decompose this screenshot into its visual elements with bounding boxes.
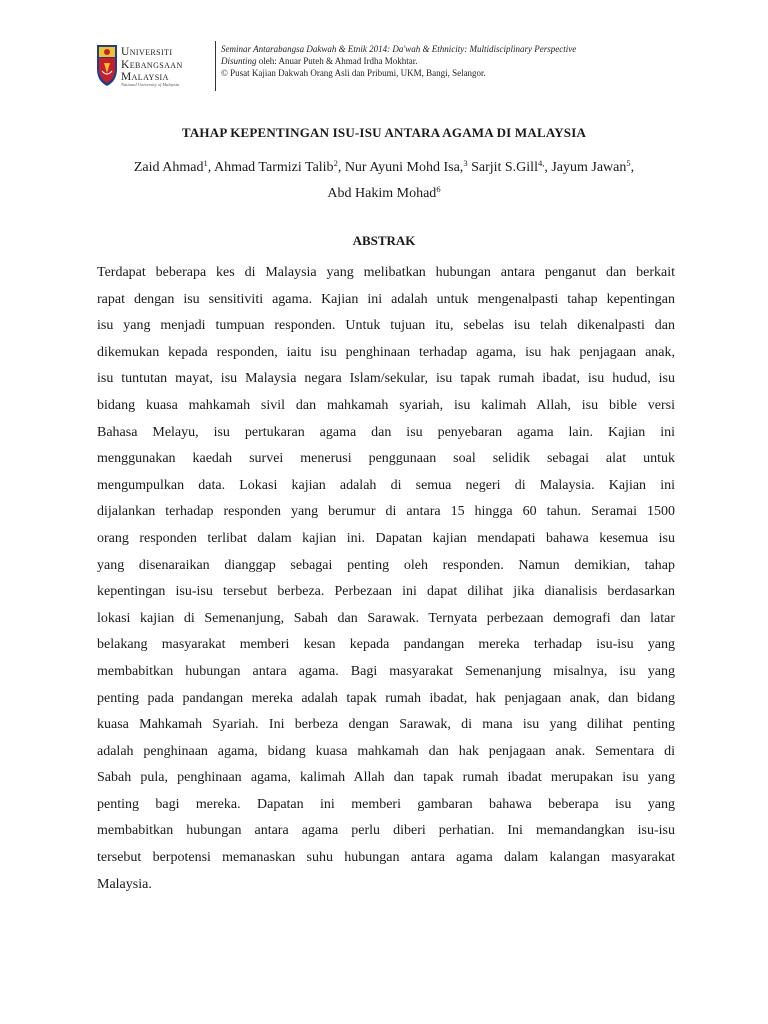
author-list	[80, 155, 688, 207]
author-affiliation: 3	[463, 158, 468, 168]
abstract-heading: ABSTRAK	[352, 233, 416, 248]
copyright-line: © Pusat Kajian Dakwah Orang Asli dan Pribumi, UKM, Bangi, Selangor.	[221, 68, 486, 78]
abstract-line: penting pada pandangan mereka adalah tapak rumah ibadat, hak penjagaan anak, dan bidang	[97, 690, 675, 706]
logo-tagline: National University of Malaysia	[121, 82, 180, 87]
abstract-line: Terdapat beberapa kes di Malaysia yang melibatkan hubungan antara penganut dan berkait	[97, 265, 675, 280]
author-name: Sarjit S.Gill	[471, 160, 538, 175]
abstract-line: membabitkan hubungan antara agama. Bagi masyarakat Semenanjung misalnya, isu yang	[97, 663, 675, 679]
abstract-line: Sabah pula, penghinaan agama, kalimah Allah dan tapak rumah ibadat merupakan isu yang	[97, 770, 675, 786]
logo-line-1: Universiti	[121, 46, 173, 58]
author-separator: ,	[630, 160, 635, 175]
author-name: Jayum Jawan	[551, 160, 627, 175]
author-affiliation: 6	[436, 184, 441, 194]
author-name: Zaid Ahmad	[133, 160, 204, 175]
author	[345, 160, 471, 175]
abstract-body	[97, 260, 675, 898]
abstract-line: isu yang menjadi tumpuan responden. Untuk tujuan itu, sebelas isu telah dikenalpasti dan	[97, 318, 675, 334]
abstract-line: menggunakan kaedah survei menerusi penggunaan soal selidik sebagai alat untuk	[97, 451, 675, 467]
abstract-line: Malaysia.	[97, 876, 152, 892]
abstract-line: kuasa Mahkamah Syariah. Ini berbeza dengan Sarawak, di mana isu yang dilihat penting	[97, 717, 675, 733]
abstract-line: Bahasa Melayu, isu pertukaran agama dan isu penyebaran agama lain. Kajian ini	[97, 424, 675, 440]
author	[327, 186, 440, 201]
abstract-line: orang responden terlibat dalam kajian ini. Dapatan kajian mendapati bahawa kesemua isu	[97, 530, 675, 546]
author	[551, 160, 634, 175]
author-affiliation: 2	[333, 158, 338, 168]
abstract-line: belakang masyarakat memberi kesan kepada pandangan mereka terhadap isu-isu yang	[97, 637, 675, 653]
editors-text: oleh: Anuar Puteh & Ahmad Irdha Mokhtar.	[256, 56, 418, 66]
logo-wordmark	[121, 46, 183, 84]
editors-line	[221, 55, 681, 67]
author-separator: ,	[544, 160, 552, 175]
author-name: Ahmad Tarmizi Talib	[213, 160, 334, 175]
university-logo	[96, 43, 206, 89]
abstract-line: adalah penghinaan agama, bidang kuasa mahkamah dan hak penjagaan anak. Sementara di	[97, 743, 675, 759]
abstract-line: tersebut berpotensi memanaskan suhu hubungan antara agama dalam kalangan masyarakat	[97, 850, 675, 866]
abstract-line: dikemukan kepada responden, iaitu isu penghinaan terhadap agama, isu hak penjagaan anak,	[97, 344, 675, 360]
author-name: Nur Ayuni Mohd Isa,	[344, 160, 464, 175]
disunting-label: Disunting	[221, 56, 257, 66]
ukm-crest-icon	[96, 43, 118, 87]
abstract-line: lokasi kajian di Semenanjung, Sabah dan Sarawak. Ternyata perbezaan demografi dan latar	[97, 610, 675, 626]
author	[471, 160, 551, 175]
author	[134, 160, 214, 175]
abstract-line: bidang kuasa mahkamah sivil dan mahkamah syariah, isu kalimah Allah, isu bible versi	[97, 397, 675, 413]
abstract-line: yang disenaraikan dianggap sebagai penting oleh responden. Namun demikian, tahap	[97, 557, 675, 573]
author	[214, 160, 345, 175]
abstract-line: kepentingan isu-isu tersebut berbeza. Perbezaan ini dapat dilihat jika dianalisis berdasarkan	[97, 584, 675, 600]
author-separator: ,	[337, 160, 345, 175]
seminar-line: Seminar Antarabangsa Dakwah & Etnik 2014: Da'wah & Ethnicity: Multidisciplinary Perspective	[221, 44, 577, 54]
header-info	[221, 43, 681, 79]
logo-line-3: Malaysia	[121, 71, 169, 83]
abstract-line: rapat dengan isu sensitiviti agama. Kajian ini adalah untuk mengenalpasti tahap kepentingan	[97, 291, 675, 307]
author-name: Abd Hakim Mohad	[327, 186, 437, 201]
author-affiliation: 4,	[537, 158, 545, 168]
abstract-line: isu tuntutan mayat, isu Malaysia negara Islam/sekular, isu tapak rumah ibadat, isu hudud, isu	[97, 371, 675, 387]
abstract-line: penting bagi mereka. Dapatan ini memberi gambaran bahawa beberapa isu yang	[97, 796, 675, 812]
author-separator: ,	[207, 160, 214, 175]
paper-title: TAHAP KEPENTINGAN ISU-ISU ANTARA AGAMA DI MALAYSIA	[181, 125, 587, 140]
abstract-line: membabitkan hubungan antara agama perlu diberi perhatian. Ini memandangkan isu-isu	[97, 823, 675, 839]
author-affiliation: 5	[626, 158, 631, 168]
author-affiliation: 1	[203, 158, 208, 168]
header-divider	[215, 41, 216, 91]
abstract-line: mengumpulkan data. Lokasi kajian adalah di semua negeri di Malaysia. Kajian ini	[97, 477, 675, 493]
logo-line-2: Kebangsaan	[121, 58, 183, 71]
abstract-line: dijalankan terhadap responden yang berumur di antara 15 hingga 60 tahun. Seramai 1500	[97, 504, 675, 520]
